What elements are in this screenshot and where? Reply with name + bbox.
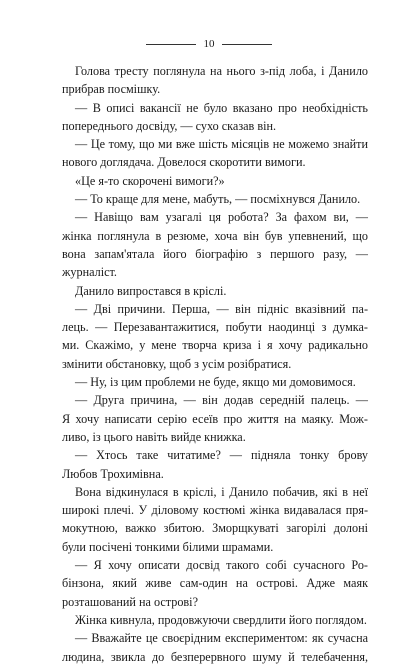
- text-line: прибрав посмішку.: [62, 82, 161, 97]
- text-line: журналіст.: [62, 265, 117, 280]
- text-line: Любов Трохимівна.: [62, 466, 164, 481]
- text-line: — Дві причини. Перша, — він підніс вказівний па-: [75, 301, 368, 316]
- text-line: нового доглядача. Довелося скоротити вимоги.: [62, 155, 306, 170]
- text-line: ливо, із цього навіть вийде книжка.: [62, 429, 246, 444]
- text-line: Жінка кивнула, продовжуючи свердлити його поглядом.: [75, 612, 367, 627]
- text-line: — Навіщо вам узагалі ця робота? За фахом ви, —: [75, 210, 368, 225]
- text-line: Вона відкинулася в кріслі, і Данило побачив, які в неї: [75, 484, 368, 499]
- text-line: — Це тому, що ми вже шість місяців не можемо знайти: [75, 137, 368, 152]
- text-line: мокутною, важко збитою. Зморщкуваті загорілі долоні: [62, 521, 368, 536]
- text-line: Голова тресту поглянула на нього з-під лоба, і Данило: [75, 64, 368, 78]
- text-line: «Це я-то скорочені вимоги?»: [75, 173, 225, 188]
- text-line: — Я хочу описати досвід такого собі сучасного Ро-: [75, 558, 368, 573]
- text-line: — Хтось таке читатиме? — підняла тонку брову: [75, 448, 368, 463]
- text-line: Я хочу написати серію есеїв про життя на маяку. Мож-: [62, 411, 368, 426]
- page-header: [0, 36, 400, 52]
- text-line: Данило випростався в кріслі.: [75, 283, 227, 298]
- text-line: ми. Скажімо, у мене творча криза і я хочу радикально: [62, 338, 368, 353]
- text-line: жінка поглянула в резюме, хоча він був упевнений, що: [62, 228, 368, 243]
- header-rule-right: [222, 44, 272, 45]
- text-line: — То краще для мене, мабуть, — посміхнувся Данило.: [75, 192, 361, 207]
- text-line: бінзона, який живе сам-один на острові. Адже маяк: [62, 576, 368, 591]
- text-line: змінити обстановку, щоб з усім розібратися.: [62, 356, 292, 371]
- text-line: — В описі вакансії не було вказано про необхідність: [75, 100, 368, 115]
- page-number: 10: [203, 38, 215, 50]
- text-line: лець. — Перезавантажитися, побути наодинці з думка-: [62, 320, 368, 335]
- body-text: [62, 62, 368, 666]
- text-line: попереднього досвіду, — сухо сказав він.: [62, 118, 277, 133]
- text-line: були посічені тонкими білими шрамами.: [62, 539, 274, 554]
- text-line: — Друга причина, — він додав середній палець. —: [75, 393, 368, 408]
- text-line: людина, звикла до безперервного шуму й телебачення,: [62, 649, 368, 664]
- text-line: — Ну, із цим проблеми не буде, якщо ми домовимося.: [75, 375, 356, 390]
- header-rule-left: [146, 44, 196, 45]
- text-line: розташований на острові?: [62, 594, 198, 609]
- text-line: вона запам'ятала його біографію з першого разу, —: [62, 246, 368, 261]
- text-line: — Вважайте це своєрідним експериментом: як сучасна: [75, 631, 368, 646]
- text-line: широкі плечі. У діловому костюмі жінка видавалася пря-: [62, 503, 368, 518]
